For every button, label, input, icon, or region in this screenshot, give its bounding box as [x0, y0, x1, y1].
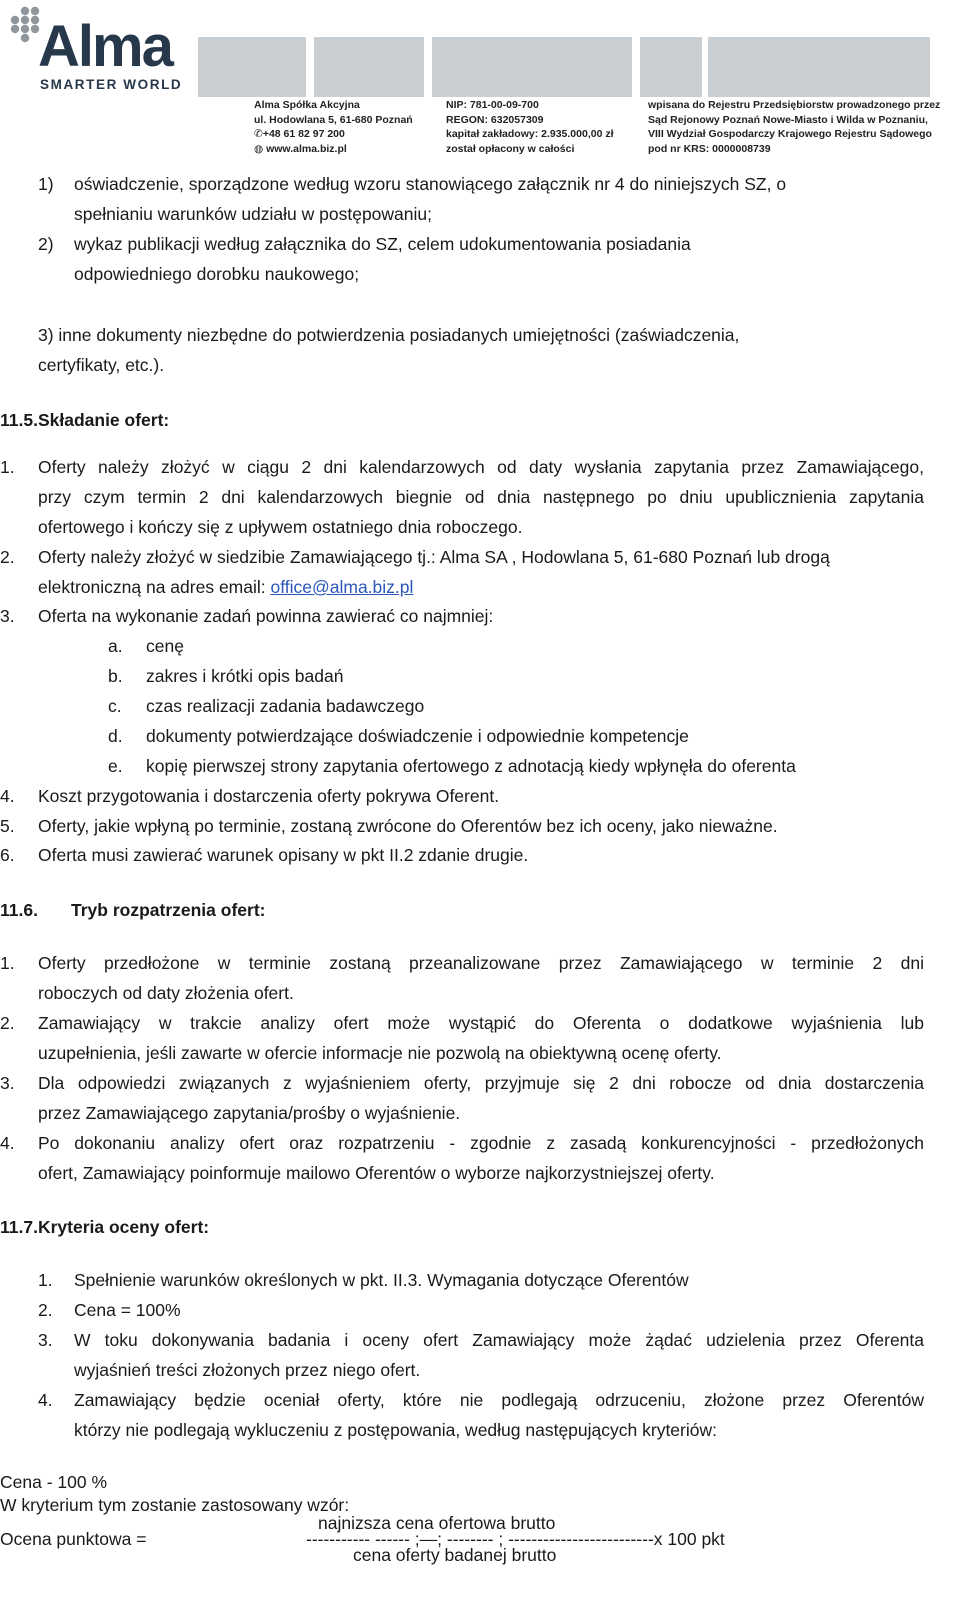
- list-item: Oferty przedłożone w terminie zostaną przeanalizowane przez Zamawiającego w terminie 2 dni: [38, 953, 924, 973]
- list-item: Dla odpowiedzi związanych z wyjaśnieniem oferty, przyjmuje się 2 dni robocze od dnia dostarczenia: [38, 1073, 924, 1093]
- formula-numerator: najnizsza cena ofertowa brutto: [318, 1513, 556, 1533]
- header-band: [198, 37, 306, 97]
- list-item: Po dokonaniu analizy ofert oraz rozpatrzeniu - zgodnie z zasadą konkurencyjności - przedłożonych: [38, 1133, 924, 1153]
- list-number: 3.: [38, 1330, 53, 1350]
- formula-denominator: cena oferty badanej brutto: [353, 1545, 557, 1565]
- list-number: 2.: [38, 1300, 53, 1320]
- list-number: 3.: [0, 1073, 15, 1093]
- list-item: Zamawiający będzie oceniał oferty, które nie podlegają odrzuceniu, złożone przez Oferentów: [74, 1390, 924, 1410]
- price-criterion: Cena - 100 %: [0, 1472, 108, 1492]
- list-item: Oferty należy złożyć w ciągu 2 dni kalendarzowych od daty wysłania zapytania przez Zamawiającego,: [38, 457, 924, 477]
- company-registration: NIP: 781-00-09-700 REGON: 632057309 kapitał zakładowy: 2.935.000,00 zł został opłacony w całości: [446, 99, 614, 155]
- list-item: Oferty należy złożyć w siedzibie Zamawiającego tj.: Alma SA , Hodowlana 5, 61-680 Poznań lub drogą: [38, 547, 830, 567]
- list-item: Zamawiający w trakcie analizy ofert może wystąpić do Oferenta o dodatkowe wyjaśnienia lub: [38, 1013, 924, 1033]
- sublist-item: dokumenty potwierdzające doświadczenie i odpowiednie kompetencje: [146, 726, 689, 746]
- list-item: Spełnienie warunków określonych w pkt. II.3. Wymagania dotyczące Oferentów: [74, 1270, 689, 1290]
- list-item: Koszt przygotowania i dostarczenia oferty pokrywa Oferent.: [38, 786, 500, 806]
- list-item: przez Zamawiającego zapytania/prośby o wyjaśnienie.: [38, 1103, 461, 1123]
- paragraph-line: 3) inne dokumenty niezbędne do potwierdzenia posiadanych umiejętności (zaświadczenia,: [38, 325, 740, 345]
- list-item: przy czym termin 2 dni kalendarzowych biegnie od dnia następnego po dniu upublicznienia zapytania: [38, 487, 924, 507]
- list-number: 1): [38, 174, 54, 194]
- logo-wordmark: Alma: [38, 14, 172, 79]
- phone-icon: ✆: [254, 128, 263, 140]
- list-item: uzupełnienia, jeśli zawarte w ofercie informacje nie pozwolą na obiektywną ocenę oferty.: [38, 1043, 722, 1063]
- list-number: 2): [38, 234, 54, 254]
- list-number: 3.: [0, 606, 15, 626]
- sublist-item: cenę: [146, 636, 184, 656]
- section-heading: Tryb rozpatrzenia ofert:: [71, 900, 266, 920]
- list-item: wykaz publikacji według załącznika do SZ, celem udokumentowania posiadania: [74, 234, 691, 254]
- list-item: odpowiedniego dorobku naukowego;: [74, 264, 360, 284]
- section-heading: 11.7.Kryteria oceny ofert:: [0, 1217, 210, 1237]
- sublist-letter: d.: [108, 726, 123, 746]
- list-number: 1.: [0, 457, 15, 477]
- list-item: spełnianiu warunków udziału w postępowaniu;: [74, 204, 432, 224]
- list-item: Oferta na wykonanie zadań powinna zawierać co najmniej:: [38, 606, 494, 626]
- sublist-letter: a.: [108, 636, 123, 656]
- list-item: Oferta musi zawierać warunek opisany w pkt II.2 zdanie drugie.: [38, 845, 529, 865]
- list-number: 5.: [0, 816, 15, 836]
- sublist-item: czas realizacji zadania badawczego: [146, 696, 425, 716]
- company-court-register: wpisana do Rejestru Przedsiębiorstw prowadzonego przez Sąd Rejonowy Poznań Nowe-Miasto i Wilda w Poznaniu, VIII Wydział Gospodarczy Krajowego Rejestru Sądowego pod nr KRS: 0000008739: [648, 99, 941, 155]
- formula-fraction-line: ----------- ------ ;—; -------- ; -------------------------x 100 pkt: [306, 1529, 725, 1549]
- header-band: [640, 37, 702, 97]
- email-link[interactable]: office@alma.biz.pl: [270, 577, 414, 597]
- list-item: ofertowego i kończy się z upływem ostatniego dnia roboczego.: [38, 517, 523, 537]
- formula-label: Ocena punktowa =: [0, 1529, 147, 1549]
- sublist-letter: e.: [108, 756, 123, 776]
- logo-tagline: SMARTER WORLD: [40, 77, 183, 92]
- list-item: W toku dokonywania badania i oceny ofert Zamawiający może żądać udzielenia przez Oferenta: [74, 1330, 924, 1350]
- list-item: oświadczenie, sporządzone według wzoru stanowiącego załącznik nr 4 do niniejszych SZ, o: [74, 174, 787, 194]
- list-item: elektroniczną na adres email: office@alma.biz.pl: [38, 577, 414, 597]
- list-item: wyjaśnień treści złożonych przez niego ofert.: [74, 1360, 421, 1380]
- list-number: 6.: [0, 845, 15, 865]
- header-band: [314, 37, 424, 97]
- list-item: którzy nie podlegają wykluczeniu z postępowania, według następujących kryteriów:: [74, 1420, 717, 1440]
- section-number: 11.6.: [0, 900, 38, 920]
- list-item: ofert, Zamawiający poinformuje mailowo Oferentów o wyborze najkorzystniejszej oferty.: [38, 1163, 715, 1183]
- company-address: Alma Spółka Akcyjna ul. Hodowlana 5, 61-680 Poznań ✆+48 61 82 97 200 ◍ www.alma.biz.pl: [254, 99, 413, 155]
- list-number: 4.: [0, 786, 15, 806]
- list-number: 2.: [0, 547, 15, 567]
- header-band: [708, 37, 930, 97]
- sublist-item: zakres i krótki opis badań: [146, 666, 344, 686]
- list-number: 4.: [0, 1133, 15, 1153]
- list-number: 4.: [38, 1390, 53, 1410]
- list-item: Oferty, jakie wpłyną po terminie, zostaną zwrócone do Oferentów bez ich oceny, jako nieważne.: [38, 816, 778, 836]
- list-number: 1.: [38, 1270, 53, 1290]
- list-item: roboczych od daty złożenia ofert.: [38, 983, 294, 1003]
- sublist-letter: b.: [108, 666, 123, 686]
- formula-intro: W kryterium tym zostanie zastosowany wzór:: [0, 1495, 350, 1515]
- sublist-item: kopię pierwszej strony zapytania ofertowego z adnotacją kiedy wpłynęła do oferenta: [146, 756, 796, 776]
- list-number: 2.: [0, 1013, 15, 1033]
- list-item: Cena = 100%: [74, 1300, 181, 1320]
- list-number: 1.: [0, 953, 15, 973]
- section-heading: 11.5.Składanie ofert:: [0, 410, 170, 430]
- paragraph-line: certyfikaty, etc.).: [38, 355, 165, 375]
- header-band: [432, 37, 632, 97]
- sublist-letter: c.: [108, 696, 122, 716]
- globe-icon: ◍: [254, 142, 264, 155]
